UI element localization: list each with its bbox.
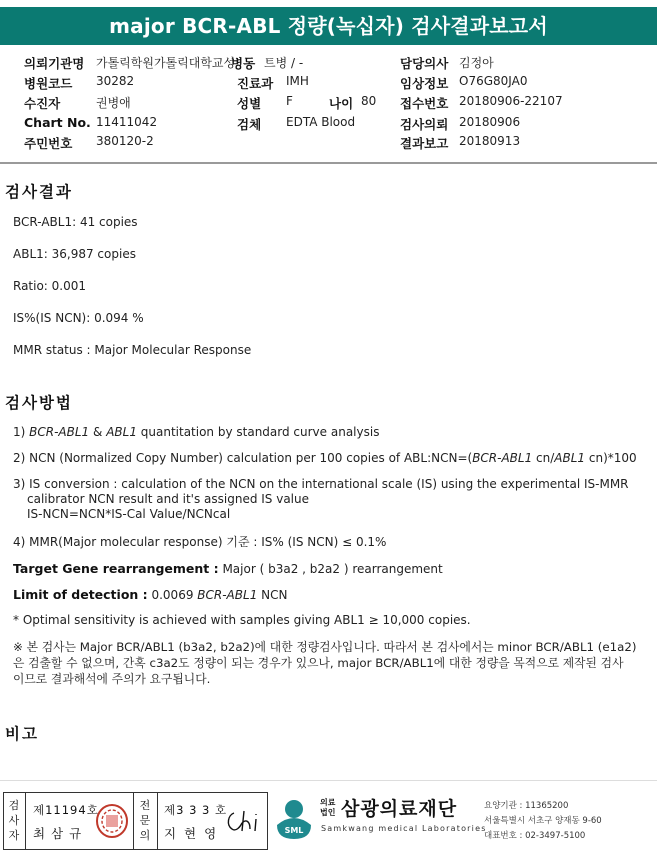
report-title: major BCR-ABL 정량(녹십자) 검사결과보고서 <box>0 7 657 45</box>
examiner-label-1: 검 <box>8 799 20 812</box>
foundation-logo-icon <box>271 795 317 841</box>
lod-label: Limit of detection : <box>13 587 148 602</box>
method-1-gene-1: BCR-ABL1 <box>29 425 90 439</box>
chart-no-label: Chart No. <box>24 115 91 130</box>
method-3-line-1: 3) IS conversion : calculation of the NCN on the international scale (IS) using the experimental IS-MMR <box>13 477 629 491</box>
examiner-label-2: 사 <box>8 814 20 827</box>
caution-line-2: 은 검출할 수 없으며, 간혹 c3a2도 정량이 되는 경우가 있으나, major BCR/ABL1에 대한 정량을 목적으로 제작된 검사 <box>13 656 624 670</box>
method-1-prefix: 1) <box>13 425 30 439</box>
limit-of-detection-line <box>13 587 645 603</box>
method-3-line-3: IS-NCN=NCN*IS-Cal Value/NCNcal <box>27 507 231 521</box>
foundation-prefix-1: 의료 <box>320 798 336 807</box>
clinical-info-label: 임상정보 <box>400 76 449 91</box>
logo-text: SML <box>284 826 304 835</box>
sex-label: 성별 <box>237 96 262 111</box>
ratio-result: Ratio: 0.001 <box>13 279 87 293</box>
report-date-label: 결과보고 <box>400 136 449 151</box>
foundation-name: 삼광의료재단 <box>341 798 458 820</box>
institution-number: 요양기관 : 11365200 <box>484 801 569 811</box>
method-item-2 <box>13 451 645 466</box>
foundation-english-name: Samkwang medical Laboratories <box>321 824 487 833</box>
examiner-name: 최 삼 규 <box>33 826 83 841</box>
hospital-code-label: 병원코드 <box>24 76 73 91</box>
remarks-section-title: 비고 <box>5 725 39 743</box>
ward-label: 병동 <box>231 56 256 71</box>
lod-value-unit: NCN <box>257 588 288 602</box>
ward-value: 트병 / - <box>264 56 304 70</box>
signature-icon <box>224 807 264 835</box>
foundation-address: 서울특별시 서초구 양재동 9-60 <box>484 816 602 826</box>
target-gene-line <box>13 561 645 577</box>
examinee-label: 수진자 <box>24 96 61 111</box>
method-item-3 <box>13 477 645 522</box>
bcr-abl1-result: BCR-ABL1: 41 copies <box>13 215 138 229</box>
method-1-gene-2: ABL1 <box>106 425 137 439</box>
institution-label: 의뢰기관명 <box>24 56 85 71</box>
caution-line-1: ※ 본 검사는 Major BCR/ABL1 (b3a2, b2a2)에 대한 정량검사입니다. 따라서 본 검사에서는 minor BCR/ABL1 (e1a2) <box>13 640 637 654</box>
examiner-seal-icon <box>95 803 129 839</box>
mmr-status-result: MMR status : Major Molecular Response <box>13 343 252 357</box>
caution-note <box>13 639 645 687</box>
method-2-mid: cn/ <box>532 451 555 465</box>
specialist-label-3: 의 <box>139 829 151 842</box>
footer-divider <box>0 780 657 781</box>
dept-value: IMH <box>286 74 309 88</box>
abl1-result: ABL1: 36,987 copies <box>13 247 136 261</box>
specialist-label-1: 전 <box>139 799 151 812</box>
sensitivity-note: * Optimal sensitivity is achieved with samples giving ABL1 ≥ 10,000 copies. <box>13 613 471 627</box>
target-gene-label: Target Gene rearrangement : <box>13 561 219 576</box>
method-2-prefix: 2) NCN (Normalized Copy Number) calculation per 100 copies of ABL:NCN=( <box>13 451 473 465</box>
dept-label: 진료과 <box>237 76 274 91</box>
is-percent-result: IS%(IS NCN): 0.094 % <box>13 311 144 325</box>
method-item-4: 4) MMR(Major molecular response) 기준 : IS% (IS NCN) ≤ 0.1% <box>13 535 387 549</box>
request-value: 20180906 <box>459 115 521 129</box>
chart-no-value: 11411042 <box>96 115 158 129</box>
report-footer <box>0 792 657 856</box>
doctor-label: 담당의사 <box>400 56 449 71</box>
foundation-prefix-2: 법인 <box>320 808 336 817</box>
clinical-info-value: O76G80JA0 <box>459 74 528 88</box>
examinee-value: 권병애 <box>96 96 131 110</box>
methods-section-title: 검사방법 <box>5 394 73 412</box>
method-1-and: & <box>89 425 107 439</box>
specialist-label-2: 문 <box>139 814 151 827</box>
header-divider <box>0 162 657 164</box>
accession-label: 접수번호 <box>400 96 449 111</box>
resident-no-value: 380120-2 <box>96 134 154 148</box>
resident-no-label: 주민번호 <box>24 136 73 151</box>
method-2-gene-1: BCR-ABL1 <box>472 451 533 465</box>
method-2-gene-2: ABL1 <box>554 451 586 465</box>
method-1-text: quantitation by standard curve analysis <box>136 425 380 439</box>
foundation-phone: 대표번호 : 02-3497-5100 <box>484 831 586 841</box>
examiner-license: 제11194호 <box>33 803 99 817</box>
specimen-label: 검체 <box>237 117 262 132</box>
age-label: 나이 <box>329 96 354 111</box>
institution-value: 가톨릭학원가톨릭대학교성 <box>96 56 236 70</box>
hospital-code-value: 30282 <box>96 74 135 88</box>
specialist-name: 지 현 영 <box>164 826 219 841</box>
method-2-suffix: cn)*100 <box>585 451 637 465</box>
specimen-value: EDTA Blood <box>286 115 356 129</box>
lod-value-number: 0.0069 <box>147 588 198 602</box>
report-date-value: 20180913 <box>459 134 521 148</box>
request-label: 검사의뢰 <box>400 117 449 132</box>
caution-line-3: 이므로 결과해석에 주의가 요구됩니다. <box>13 672 211 686</box>
age-value: 80 <box>361 94 377 108</box>
accession-value: 20180906-22107 <box>459 94 563 108</box>
doctor-value: 김정아 <box>459 56 494 70</box>
results-section-title: 검사결과 <box>5 183 73 201</box>
signature-box <box>3 792 268 850</box>
sex-value: F <box>286 94 293 108</box>
lod-value-gene: BCR-ABL1 <box>197 588 258 602</box>
method-3-line-2: calibrator NCN result and it's assigned IS value <box>27 492 309 506</box>
method-item-1 <box>13 425 645 440</box>
examiner-label-3: 자 <box>8 829 20 842</box>
target-gene-value: Major ( b3a2 , b2a2 ) rearrangement <box>218 562 443 576</box>
specialist-license: 제3 3 3 호 <box>164 803 228 817</box>
